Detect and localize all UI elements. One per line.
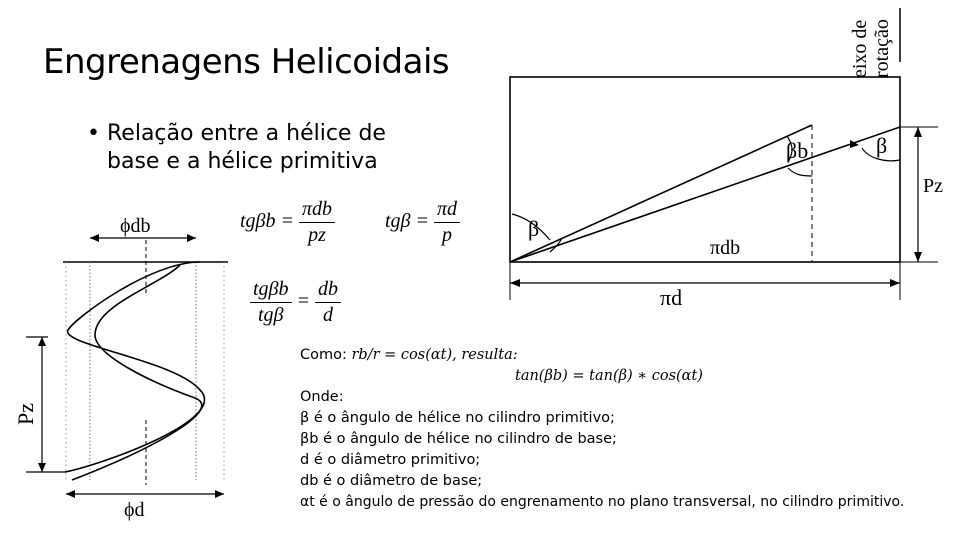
label-beta-right: β <box>876 133 888 158</box>
definition-d: d é o diâmetro primitivo; <box>300 452 481 468</box>
label-d-left: ϕd <box>124 499 145 521</box>
definition-db: db é o diâmetro de base; <box>300 473 483 489</box>
slide-title: Engrenagens Helicoidais <box>43 42 450 82</box>
axis-label-line1: eixo de <box>849 19 871 78</box>
definition-beta: β é o ângulo de hélice no cilindro primitivo; <box>300 410 615 426</box>
formula-ratio: $\frac{\text{tgβb}}{\text{tgβ}}$ = $\frac{db}{d}$ <box>250 278 341 327</box>
bullet-dot-icon: • <box>87 121 100 146</box>
definition-alpha-t: αt é o ângulo de pressão do engrenamento no plano transversal, no cilindro primitivo. <box>300 494 905 510</box>
como-line: Como: rb/r = cos(αt), resulta: <box>300 347 518 363</box>
label-pi-d: πd <box>660 285 683 310</box>
label-beta-left: β <box>528 216 540 241</box>
label-pz-left: Pz <box>13 403 38 425</box>
helix-development-diagram <box>490 0 960 320</box>
definition-beta-b: βb é o ângulo de hélice no cilindro de base; <box>300 431 617 447</box>
bullet-line-1: Relação entre a hélice de <box>107 121 386 146</box>
helix-cylinder-figure <box>0 0 300 540</box>
result-equation: tan(βb) = tan(β) ∗ cos(αt) <box>515 368 703 384</box>
label-db-left: ϕdb <box>120 215 151 237</box>
label-beta-b: βb <box>786 138 809 163</box>
label-pz-right: Pz <box>923 175 943 197</box>
label-pi-db: πdb <box>710 237 741 259</box>
axis-label-line2: rotação <box>871 19 893 78</box>
onde-label: Onde: <box>300 389 344 405</box>
formula-tan-beta: tgβ = $\frac{\pi d}{p}$ <box>385 198 460 247</box>
bullet-line-2: base e a hélice primitiva <box>107 149 378 174</box>
formula-tan-beta-b: tgβb = $\frac{\text{πdb}}{pz}$ <box>240 198 335 247</box>
